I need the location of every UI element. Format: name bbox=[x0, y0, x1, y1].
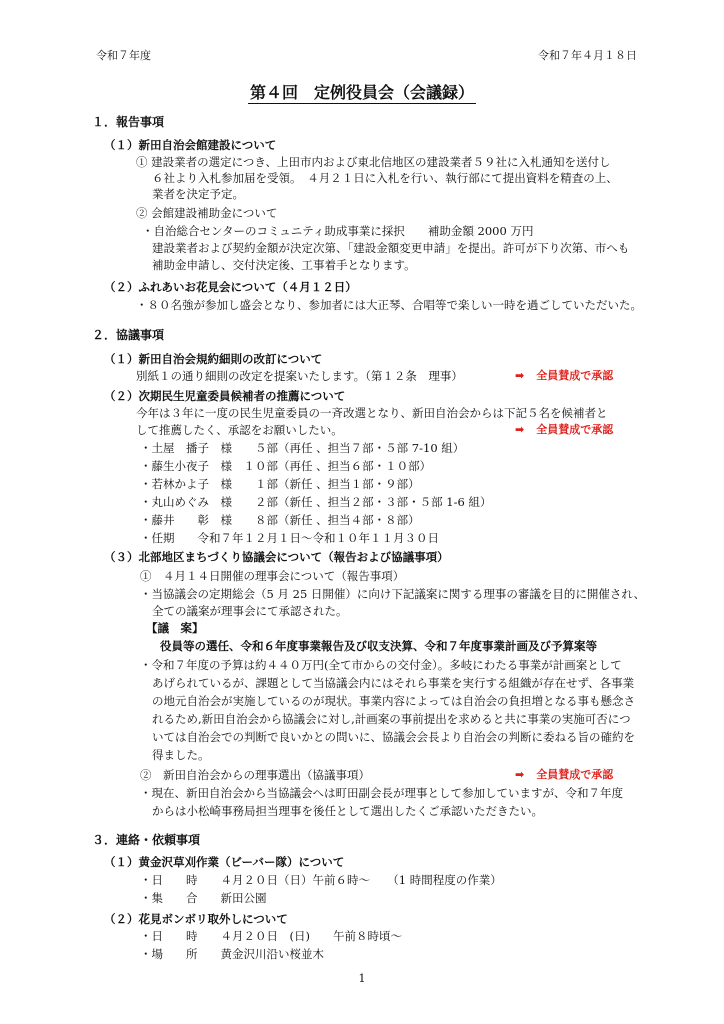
body-line: あげられているが、課題として当協議会内にはそれら事業を実行する組織が存在せず、各事業 bbox=[152, 676, 635, 690]
body-line: ・当協議会の定期総会（5 月 25 日開催）に向け下記議案に関する理事の審議を目的に開催され、 bbox=[140, 587, 646, 601]
body-line: いては自治会での判断で良いかとの問いに、協議会会長より自治会の判断に委ねる旨の確約を bbox=[152, 730, 635, 744]
arrow-right-icon: ➡ bbox=[515, 369, 525, 382]
body-line: 補助金申請し、交付決定後、工事着手となります。 bbox=[152, 258, 416, 272]
body-line: 得ました。 bbox=[152, 748, 210, 762]
page-title: 第４回 定例役員会（会議録） bbox=[249, 83, 474, 102]
approval-result: ➡ 全員賛成で承認 bbox=[515, 768, 614, 781]
body-line: ① ４月１４日開催の理事会について（報告事項） bbox=[140, 569, 405, 583]
candidate-line: ・若林かよ子 様 １部（新任 、担当１部・９部） bbox=[140, 477, 420, 491]
body-line: ・８０名強が参加し盛会となり、参加者には大正琴、合唱等で楽しい一時を過ごしていただいた。 bbox=[136, 298, 642, 312]
body-line: 別紙１の通り細則の改定を提案いたします。（第１２条 理事） bbox=[136, 369, 463, 383]
section-heading-reports: １．報告事項 bbox=[92, 115, 165, 129]
candidate-line: ・土屋 播子 様 ５部（再任 、担当７部・５部 7-10 組） bbox=[140, 441, 465, 455]
item-heading: （２）花見ボンボリ取外しについて bbox=[104, 912, 288, 926]
candidate-line: ・丸山めぐみ 様 ２部（新任 、担当２部・３部・５部 1-6 組） bbox=[140, 495, 492, 509]
item-heading: （１）黄金沢草刈作業（ビーバー隊）について bbox=[104, 855, 345, 869]
agenda-items: 役員等の選任、令和６年度事業報告及び収支決算、令和７年度事業計画及び予算案等 bbox=[160, 639, 597, 653]
body-line: 今年は３年に一度の民生児童委員の一斉改選となり、新田自治会からは下記５名を候補者と bbox=[136, 406, 608, 420]
item-heading: （１）新田自治会館建設について bbox=[104, 138, 277, 152]
body-line: ② 新田自治会からの理事選出（協議事項） bbox=[140, 768, 370, 782]
body-line: ６社より入札参加届を受領。 ４月２１日に入札を行い、執行部にて提出資料を精査の上、 bbox=[152, 171, 618, 185]
approval-result: ➡ 全員賛成で承認 bbox=[515, 423, 614, 436]
candidate-line: ・藤生小夜子 様 １０部（再任 、担当６部・１０部） bbox=[140, 459, 432, 473]
body-line: ・日 時 ４月２０日（日）午前６時～ （1 時間程度の作業） bbox=[140, 873, 502, 887]
body-line: れるため,新田自治会から協議会に対し,計画案の事前提出を求めると共に事業の実施可否につ bbox=[152, 712, 631, 726]
fiscal-year: 令和７年度 bbox=[96, 49, 151, 62]
body-line: ① 建設業者の選定につき、上田市内および東北信地区の建設業者５９社に入札通知を送付し bbox=[136, 155, 611, 169]
item-heading: （３）北部地区まちづくり協議会について（報告および協議事項） bbox=[104, 550, 449, 564]
approval-result: ➡ 全員賛成で承認 bbox=[515, 369, 614, 382]
body-line: ・現在、新田自治会から当協議会へは町田副会長が理事として参加していますが、令和７年度 bbox=[140, 786, 623, 800]
body-line: 全ての議案が理事会にて承認された。 bbox=[152, 604, 348, 618]
body-line: 建設業者および契約金額が決定次第、「建設金額変更申請」を提出。許可が下り次第、市へも bbox=[152, 241, 630, 255]
body-line: 業者を決定予定。 bbox=[152, 187, 244, 201]
section-heading-discussion: ２．協議事項 bbox=[92, 328, 165, 342]
arrow-right-icon: ➡ bbox=[515, 423, 525, 436]
body-line: ・集 合 新田公園 bbox=[140, 891, 267, 905]
body-line: ・自治総合センターのコミュニティ助成事業に採択 補助金額 2000 万円 bbox=[142, 224, 534, 238]
item-heading: （２）次期民生児童委員候補者の推薦について bbox=[104, 389, 346, 403]
section-heading-notices: ３．連絡・依頼事項 bbox=[92, 833, 201, 847]
body-line: ・日 時 ４月２０日 (日) 午前８時頃～ bbox=[140, 929, 402, 943]
term-line: ・任期 令和７年１２月１日～令和１０年１１月３０日 bbox=[140, 531, 439, 545]
body-line: の地元自治会が実施しているのが現状。事業内容によっては自治会の負担増となる事も懸念さ bbox=[152, 694, 635, 708]
document-date: 令和７年４月１８日 bbox=[538, 49, 637, 62]
body-line: ・場 所 黄金沢川沿い桜並木 bbox=[140, 947, 324, 961]
body-line: ・令和７年度の予算は約４４０万円(全て市からの交付金）。多岐にわたる事業が計画案として bbox=[140, 658, 622, 672]
agenda-label: 【議 案】 bbox=[146, 621, 204, 635]
item-heading: （２）ふれあいお花見会について（４月１２日） bbox=[104, 280, 357, 294]
arrow-right-icon: ➡ bbox=[515, 768, 525, 781]
body-line: ② 会館建設補助金について bbox=[136, 206, 278, 220]
body-line: からは小松崎事務局担当理事を後任として選出したくご承認いただきたい。 bbox=[152, 804, 543, 818]
page-number: 1 bbox=[358, 972, 366, 985]
body-line: して推薦したく、承認をお願いしたい。 bbox=[136, 423, 343, 437]
item-heading: （１）新田自治会規約細則の改訂について bbox=[104, 352, 323, 366]
candidate-line: ・藤井 彰 様 ８部（新任 、担当４部・８部） bbox=[140, 513, 420, 527]
